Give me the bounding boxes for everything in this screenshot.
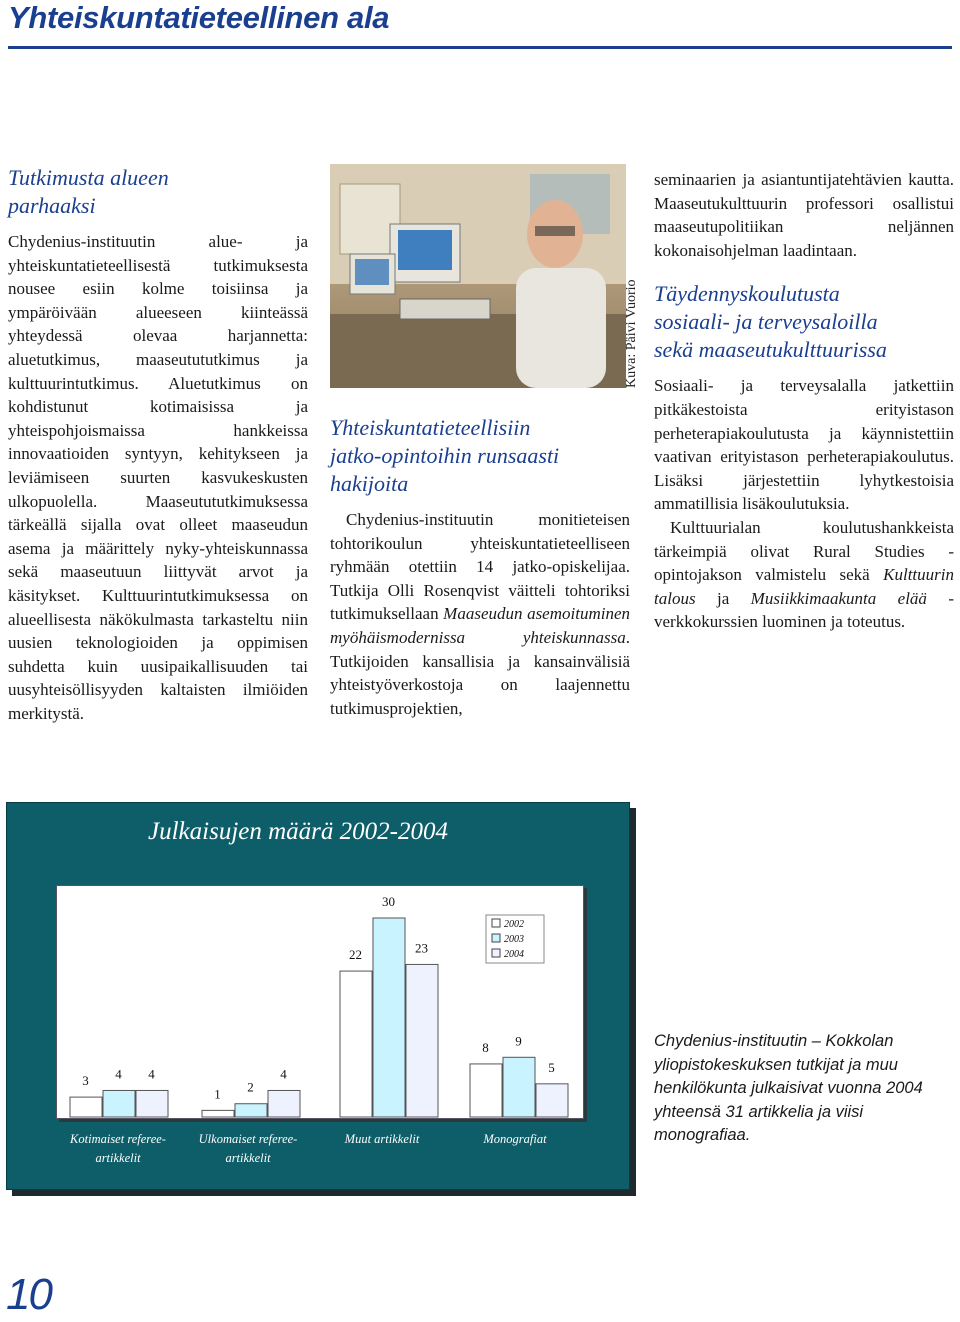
category-label: [183, 1130, 313, 1168]
legend-label: 2002: [504, 919, 524, 930]
page-header-title: Yhteiskuntatieteellinen ala: [8, 0, 390, 35]
paragraph-research: Chydenius-instituutin alue- ja yhteiskuntatieteellisestä tutkimuksesta nousee esiin kolme toisiinsa ja ympäröivään alueeseen kiinteässä yhteydessä olevaa harjannetta: aluetutkimus, maaseutututkimus ja kulttuurintutkimus. Aluetutkimus on kohdistunut kotimaisissa ja yhteispohjoismaissa hankkeissa innovaatioiden syntyyn, kehitykseen ja leviämiseen suurten kasvukeskusten ulkopuolella. Maaseutututkimuksessa tärkeällä sijalla ovat olleet maaseudun asema ja määrittely nyky-yhteiskunnassa sekä maaseutuun liittyvät arvot ja käsitykset. Kulttuurintutkimuksessa on alueellisesta näkökulmasta tarkasteltu niin uusien teknologioiden ja oppimisen suhdetta kuin uusipaikallisuuden tai uusyhteisöllisyyden kaltaisten ilmiöiden merkitystä.: [8, 232, 308, 723]
course-title: Musiikkimaakunta elää: [750, 588, 927, 608]
paragraph-social-health: Sosiaali- ja terveysalalla jatkettiin pitkäkestoista erityistason perheterapiakoulutusta ja käynnistettiin vaativan erityistason perheterapiakoulutus. Lisäksi järjestettiin lyhytkestoisia ammatillisia lisäkoulutuksia.: [654, 376, 954, 514]
category-label-line: Monografiat: [483, 1132, 547, 1146]
legend-swatch: [492, 934, 500, 942]
heading-line: Täydennyskoulutusta: [654, 281, 840, 307]
data-label: 4: [115, 1066, 122, 1082]
category-label-line: Muut artikkelit: [344, 1132, 420, 1146]
course-title: Kulttuurin talous: [654, 565, 954, 608]
category-label: [53, 1130, 183, 1168]
data-label: 23: [415, 940, 428, 956]
bar-2002-2: [202, 1110, 234, 1117]
chart-caption: Chydenius-instituutin – Kokkolan yliopistokeskuksen tutkijat ja muu henkilökunta julkaisivat vuonna 2004 yhteensä 31 artikkelia ja viisi monografiaa.: [654, 1032, 923, 1144]
data-label: 5: [548, 1059, 555, 1075]
text-run: Kulttuurialan koulutushankkeista tärkeimpiä olivat Rural Studies -opintojakson valmistelu sekä: [654, 517, 954, 585]
chart-title: Julkaisujen määrä 2002-2004: [148, 818, 448, 845]
bar-2002-3: [340, 971, 372, 1117]
photo-credit: Kuva: Päivi Vuorio: [624, 279, 639, 388]
bar-2003-2: [235, 1104, 267, 1117]
text-run: Chydenius-instituutin monitieteisen tohtorikoulun yhteiskuntatieteelliseen ryhmään otettiin 14 jatko-opiskelijaa. Tutkija Olli Rosenqvist väitteli tohtoriksi tutkimuksellaan: [330, 510, 630, 624]
heading-line: hakijoita: [330, 471, 409, 496]
bar-2004-2: [268, 1090, 300, 1117]
dissertation-title: Maaseudun asemoituminen myöhäismodernissa yhteiskunnassa: [330, 604, 630, 647]
bar-2002-4: [470, 1064, 502, 1117]
data-label: 9: [515, 1033, 522, 1049]
data-label: 8: [482, 1039, 489, 1055]
data-label: 4: [280, 1066, 287, 1082]
bar-2004-3: [406, 964, 438, 1117]
category-label: [317, 1130, 447, 1149]
heading-line: Yhteiskuntatieteellisiin: [330, 415, 531, 440]
text-run: -verkkokurssien luominen ja toteutus.: [654, 588, 954, 632]
category-label-line: artikkelit: [225, 1151, 271, 1165]
legend-swatch: [492, 919, 500, 927]
category-label-line: Kotimaiset referee-: [70, 1132, 166, 1146]
data-label: 2: [247, 1079, 254, 1095]
page-number: 10: [6, 1270, 51, 1319]
heading-line: Tutkimusta alueen: [8, 165, 169, 190]
category-label: [450, 1130, 580, 1149]
bar-2003-1: [103, 1090, 135, 1117]
data-label: 3: [82, 1073, 89, 1089]
bar-2004-1: [136, 1090, 168, 1117]
heading-line: sosiaali- ja terveysaloilla: [654, 309, 878, 335]
paragraph-seminars: seminaarien ja asiantuntijatehtävien kautta. Maaseutukulttuurin professori osallistui maaseutupolitiikan neljännen kokonaisohjelman laadintaan.: [654, 170, 954, 260]
data-label: 22: [349, 947, 362, 963]
category-label-line: Ulkomaiset referee-: [198, 1132, 298, 1146]
bar-2002-1: [70, 1097, 102, 1117]
text-run: . Tutkijoiden kansallisia ja kansainvälisiä yhteistyöverkostoja on laajennettu tutkimusprojektien,: [330, 627, 630, 718]
bar-2004-4: [536, 1084, 568, 1117]
heading-line: jatko-opintoihin runsaasti: [330, 443, 560, 468]
bar-2003-4: [503, 1057, 535, 1117]
legend-swatch: [492, 949, 500, 957]
data-label: 1: [214, 1086, 221, 1102]
bar-2003-3: [373, 918, 405, 1117]
heading-line: parhaaksi: [8, 193, 96, 218]
heading-line: sekä maaseutukulttuurissa: [654, 337, 887, 363]
data-label: 30: [382, 894, 395, 909]
data-label: 4: [148, 1066, 155, 1082]
text-run: ja: [695, 588, 751, 608]
legend-label: 2003: [504, 934, 524, 945]
category-label-line: artikkelit: [95, 1151, 141, 1165]
legend-label: 2004: [504, 949, 524, 960]
